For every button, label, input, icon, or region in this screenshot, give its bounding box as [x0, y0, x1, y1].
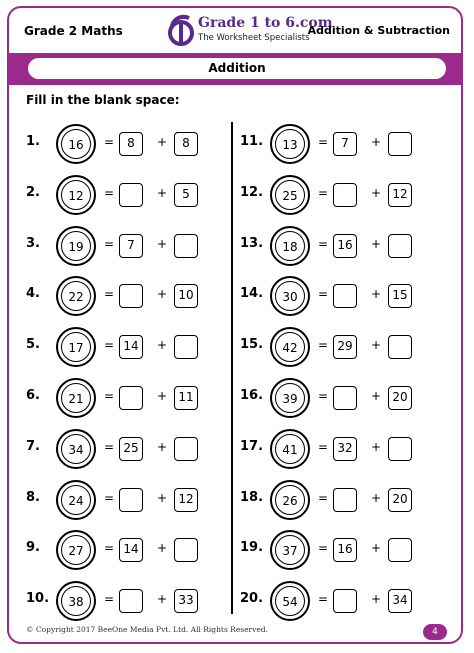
plus-sign: + — [371, 541, 382, 556]
addend-box-1[interactable] — [119, 284, 143, 308]
sum-value: 42 — [282, 341, 298, 356]
sum-value: 37 — [282, 544, 298, 559]
addend-box-2[interactable]: 34 — [388, 589, 412, 613]
problem-number: 7. — [26, 438, 40, 454]
plus-sign: + — [371, 389, 382, 403]
sum-circle — [270, 175, 310, 215]
problem-row — [26, 226, 236, 266]
sum-value: 27 — [68, 544, 84, 559]
addend-box-1[interactable]: 16 — [333, 234, 357, 258]
sum-circle — [270, 480, 310, 520]
sum-value: 41 — [282, 442, 298, 457]
addend-box-1[interactable] — [333, 589, 357, 613]
sum-value: 24 — [68, 493, 84, 508]
addend-box-2[interactable] — [388, 437, 412, 461]
site-logo — [168, 14, 333, 48]
equals-sign: = — [104, 185, 115, 200]
equals-sign: = — [318, 185, 329, 200]
problem-row — [240, 530, 450, 570]
addend-box-1[interactable] — [119, 589, 143, 613]
sum-circle — [270, 530, 310, 570]
grade-label: Grade 2 Maths — [24, 24, 123, 38]
addend-box-1[interactable]: 32 — [333, 437, 357, 461]
addend-box-1[interactable]: 7 — [119, 234, 143, 258]
problem-row — [26, 581, 236, 621]
plus-sign: + — [157, 389, 168, 403]
sum-value: 22 — [68, 290, 84, 305]
sum-value: 54 — [282, 595, 298, 610]
plus-sign: + — [157, 592, 168, 607]
equals-sign: = — [318, 338, 329, 353]
instruction-text: Fill in the blank space: — [26, 93, 180, 107]
page-number: 4 — [423, 624, 447, 640]
problem-row — [240, 327, 450, 367]
problem-number: 2. — [26, 184, 40, 200]
problem-number: 15. — [240, 337, 264, 353]
problem-row — [240, 378, 450, 418]
addend-box-1[interactable] — [119, 386, 143, 410]
problem-number: 20. — [240, 591, 264, 607]
sum-value: 21 — [68, 392, 84, 406]
topic-label: Addition & Subtraction — [307, 24, 450, 37]
addend-box-2[interactable] — [174, 437, 198, 461]
problem-number: 14. — [240, 286, 264, 302]
logo-icon — [168, 14, 194, 46]
problem-row — [26, 327, 236, 367]
equals-sign: = — [104, 135, 115, 149]
sum-value: 26 — [282, 493, 298, 508]
addend-box-2[interactable] — [174, 335, 198, 359]
equals-sign: = — [318, 389, 329, 403]
addend-box-1[interactable] — [333, 386, 357, 410]
problem-row — [240, 276, 450, 316]
addend-box-1[interactable] — [119, 488, 143, 512]
problem-number: 11. — [240, 134, 264, 149]
sum-circle — [270, 429, 310, 469]
problem-number: 17. — [240, 438, 264, 454]
equals-sign: = — [104, 490, 115, 505]
sum-circle — [270, 378, 310, 418]
problem-row — [26, 429, 236, 469]
problem-number: 8. — [26, 489, 40, 505]
problem-number: 12. — [240, 184, 264, 200]
problem-number: 6. — [26, 388, 40, 403]
addend-box-1[interactable] — [119, 183, 143, 207]
addend-box-2[interactable]: 33 — [174, 589, 198, 613]
plus-sign: + — [371, 135, 382, 149]
sum-circle — [56, 124, 96, 164]
problem-row — [26, 124, 236, 164]
problem-number: 5. — [26, 337, 40, 353]
sum-value: 30 — [282, 290, 298, 305]
sum-circle — [56, 327, 96, 367]
addend-box-1[interactable]: 8 — [119, 132, 143, 156]
problem-row — [240, 124, 450, 164]
addend-box-2[interactable] — [388, 234, 412, 258]
problem-row — [240, 480, 450, 520]
sum-value: 19 — [68, 239, 84, 254]
addend-box-1[interactable]: 16 — [333, 538, 357, 562]
problem-number: 13. — [240, 235, 264, 251]
equals-sign: = — [318, 541, 329, 556]
addend-box-2[interactable]: 10 — [174, 284, 198, 308]
plus-sign: + — [371, 490, 382, 505]
addend-box-2[interactable] — [388, 538, 412, 562]
plus-sign: + — [157, 439, 168, 454]
addend-box-2[interactable]: 20 — [388, 488, 412, 512]
plus-sign: + — [371, 592, 382, 607]
equals-sign: = — [104, 338, 115, 353]
sum-circle — [56, 276, 96, 316]
addend-box-1[interactable] — [333, 183, 357, 207]
sum-circle — [56, 175, 96, 215]
plus-sign: + — [157, 338, 168, 353]
problem-number: 16. — [240, 388, 264, 403]
addend-box-2[interactable] — [174, 234, 198, 258]
plus-sign: + — [157, 236, 168, 251]
problem-number: 4. — [26, 286, 40, 302]
equals-sign: = — [104, 592, 115, 607]
addend-box-2[interactable] — [388, 132, 412, 156]
plus-sign: + — [371, 287, 382, 302]
problem-row — [26, 276, 236, 316]
sum-circle — [270, 226, 310, 266]
sum-value: 12 — [68, 188, 84, 203]
logo-title: Grade 1 to 6.com — [198, 15, 333, 31]
equals-sign: = — [318, 236, 329, 251]
problem-number: 10. — [26, 591, 50, 607]
plus-sign: + — [371, 439, 382, 454]
addend-box-2[interactable] — [388, 335, 412, 359]
addend-box-2[interactable]: 12 — [388, 183, 412, 207]
addend-box-1[interactable] — [333, 488, 357, 512]
sum-value: 39 — [282, 392, 298, 406]
equals-sign: = — [318, 439, 329, 454]
sum-value: 16 — [68, 138, 84, 152]
addend-box-2[interactable]: 15 — [388, 284, 412, 308]
problem-row — [26, 530, 236, 570]
section-title: Addition — [28, 58, 446, 79]
sum-circle — [56, 581, 96, 621]
sum-circle — [56, 530, 96, 570]
addend-box-1[interactable]: 29 — [333, 335, 357, 359]
addend-box-1[interactable] — [333, 284, 357, 308]
equals-sign: = — [104, 541, 115, 556]
addend-box-1[interactable]: 25 — [119, 437, 143, 461]
sum-circle — [270, 327, 310, 367]
plus-sign: + — [157, 541, 168, 556]
equals-sign: = — [104, 287, 115, 302]
addend-box-2[interactable] — [174, 538, 198, 562]
plus-sign: + — [371, 338, 382, 353]
equals-sign: = — [104, 236, 115, 251]
addend-box-1[interactable]: 7 — [333, 132, 357, 156]
equals-sign: = — [318, 287, 329, 302]
plus-sign: + — [157, 287, 168, 302]
problem-row — [26, 175, 236, 215]
sum-value: 13 — [282, 138, 298, 152]
sum-circle — [270, 581, 310, 621]
addend-box-2[interactable]: 8 — [174, 132, 198, 156]
logo-tagline: The Worksheet Specialists — [198, 33, 310, 43]
equals-sign: = — [104, 389, 115, 403]
addend-box-2[interactable]: 20 — [388, 386, 412, 410]
problem-row — [26, 378, 236, 418]
sum-value: 25 — [282, 188, 298, 203]
equals-sign: = — [104, 439, 115, 454]
problem-number: 18. — [240, 489, 264, 505]
plus-sign: + — [157, 490, 168, 505]
sum-value: 34 — [68, 442, 84, 457]
sum-circle — [56, 226, 96, 266]
sum-circle — [270, 276, 310, 316]
problem-row — [240, 226, 450, 266]
addend-box-1[interactable]: 14 — [119, 335, 143, 359]
sum-value: 18 — [282, 239, 298, 254]
problem-row — [240, 429, 450, 469]
plus-sign: + — [157, 185, 168, 200]
equals-sign: = — [318, 135, 329, 149]
addend-box-2[interactable]: 11 — [174, 386, 198, 410]
problem-number: 19. — [240, 540, 264, 556]
plus-sign: + — [157, 135, 168, 149]
problem-row — [240, 581, 450, 621]
sum-value: 38 — [68, 595, 84, 610]
addend-box-1[interactable]: 14 — [119, 538, 143, 562]
problem-number: 9. — [26, 540, 40, 556]
equals-sign: = — [318, 490, 329, 505]
plus-sign: + — [371, 236, 382, 251]
equals-sign: = — [318, 592, 329, 607]
sum-circle — [270, 124, 310, 164]
problem-row — [240, 175, 450, 215]
copyright-text: © Copyright 2017 BeeOne Media Pvt. Ltd. All Rights Reserved. — [26, 625, 268, 634]
sum-circle — [56, 378, 96, 418]
problem-row — [26, 480, 236, 520]
plus-sign: + — [371, 185, 382, 200]
problem-number: 1. — [26, 134, 40, 149]
sum-circle — [56, 429, 96, 469]
sum-circle — [56, 480, 96, 520]
addend-box-2[interactable]: 12 — [174, 488, 198, 512]
sum-value: 17 — [68, 341, 84, 356]
problem-number: 3. — [26, 235, 40, 251]
addend-box-2[interactable]: 5 — [174, 183, 198, 207]
